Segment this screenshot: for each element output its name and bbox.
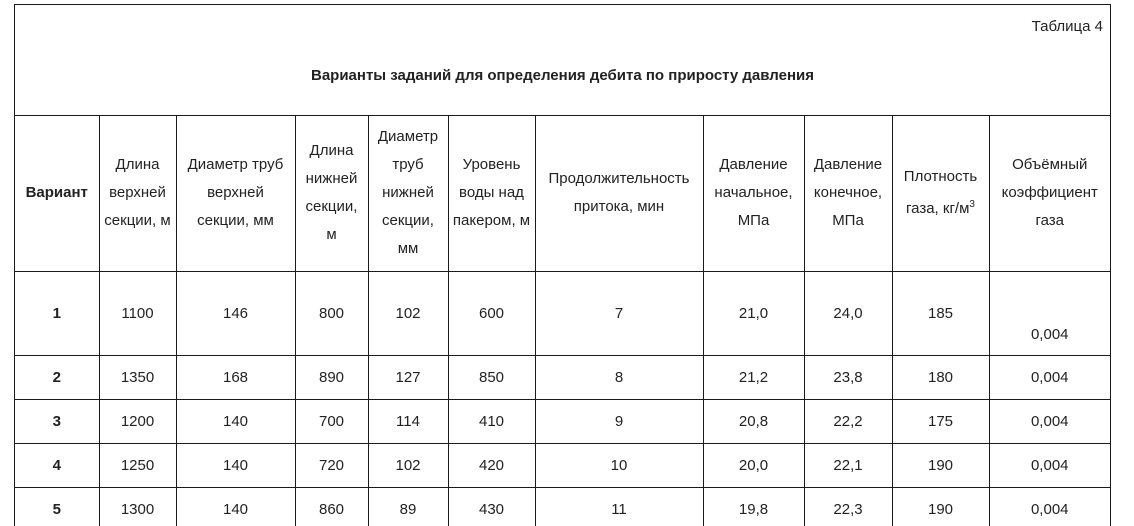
header-water-level: Уровень воды над пакером, м xyxy=(448,116,535,271)
header-inflow-duration: Продолжительность притока, мин xyxy=(535,116,703,271)
cell-water-level: 420 xyxy=(448,443,535,487)
header-upper-length: Длина верхней секции, м xyxy=(99,116,176,271)
cell-lower-diameter: 102 xyxy=(368,271,448,355)
header-gas-density-text: Плотность газа, кг/м xyxy=(903,168,978,218)
cell-water-level: 850 xyxy=(448,355,535,399)
cell-final-pressure: 24,0 xyxy=(804,271,892,355)
cell-initial-pressure: 20,8 xyxy=(703,399,804,443)
cell-water-level: 410 xyxy=(448,399,535,443)
cell-initial-pressure: 21,0 xyxy=(703,271,804,355)
header-upper-diameter: Диаметр труб верхней секции, мм xyxy=(176,116,295,271)
header-variant: Вариант xyxy=(15,116,99,271)
cell-gas-density: 185 xyxy=(892,271,989,355)
cell-upper-diameter: 140 xyxy=(176,487,295,526)
cell-gas-coefficient: 0,004 xyxy=(989,399,1110,443)
cell-inflow-duration: 11 xyxy=(535,487,703,526)
cell-gas-coefficient: 0,004 xyxy=(989,271,1110,355)
cell-variant: 2 xyxy=(15,355,99,399)
cell-gas-coefficient: 0,004 xyxy=(989,443,1110,487)
cell-upper-length: 1350 xyxy=(99,355,176,399)
cell-inflow-duration: 10 xyxy=(535,443,703,487)
cell-gas-density: 180 xyxy=(892,355,989,399)
cell-upper-length: 1300 xyxy=(99,487,176,526)
header-initial-pressure: Давление начальное, МПа xyxy=(703,116,804,271)
table-row xyxy=(15,271,1110,355)
cell-upper-diameter: 146 xyxy=(176,271,295,355)
header-lower-diameter: Диаметр труб нижней секции, мм xyxy=(368,116,448,271)
cell-variant: 1 xyxy=(15,271,99,355)
cell-final-pressure: 22,1 xyxy=(804,443,892,487)
cell-gas-coefficient: 0,004 xyxy=(989,355,1110,399)
cell-initial-pressure: 20,0 xyxy=(703,443,804,487)
cell-lower-length: 890 xyxy=(295,355,368,399)
cell-inflow-duration: 8 xyxy=(535,355,703,399)
cell-variant: 4 xyxy=(15,443,99,487)
cell-inflow-duration: 9 xyxy=(535,399,703,443)
header-lower-length: Длина нижней секции, м xyxy=(295,116,368,271)
cell-gas-density: 190 xyxy=(892,487,989,526)
table-number: Таблица 4 xyxy=(1031,18,1103,35)
cell-lower-diameter: 127 xyxy=(368,355,448,399)
cell-variant: 5 xyxy=(15,487,99,526)
cell-upper-diameter: 168 xyxy=(176,355,295,399)
cell-upper-diameter: 140 xyxy=(176,443,295,487)
cell-upper-length: 1100 xyxy=(99,271,176,355)
table-row xyxy=(15,355,1110,399)
header-final-pressure xyxy=(804,116,892,271)
table-row xyxy=(15,487,1110,526)
cell-upper-length: 1200 xyxy=(99,399,176,443)
cell-initial-pressure: 19,8 xyxy=(703,487,804,526)
cell-lower-length: 700 xyxy=(295,399,368,443)
cell-water-level: 600 xyxy=(448,271,535,355)
cell-final-pressure: 22,2 xyxy=(804,399,892,443)
cell-gas-coefficient: 0,004 xyxy=(989,487,1110,526)
cell-lower-length: 860 xyxy=(295,487,368,526)
cell-upper-length: 1250 xyxy=(99,443,176,487)
cell-final-pressure: 22,3 xyxy=(804,487,892,526)
cell-variant: 3 xyxy=(15,399,99,443)
cell-lower-length: 720 xyxy=(295,443,368,487)
table-title: Варианты заданий для определения дебита по приросту давления xyxy=(311,67,814,84)
table-container xyxy=(14,4,1111,526)
cell-water-level: 430 xyxy=(448,487,535,526)
cell-lower-length: 800 xyxy=(295,271,368,355)
header-final-pressure-text: Давление конечное, МПа xyxy=(813,156,883,230)
cell-final-pressure: 23,8 xyxy=(804,355,892,399)
header-gas-coefficient: Объёмный коэффициент газа xyxy=(989,116,1110,271)
header-row xyxy=(15,116,1110,271)
cell-lower-diameter: 89 xyxy=(368,487,448,526)
header-gas-density xyxy=(892,116,989,271)
table-caption xyxy=(15,5,1110,116)
cell-gas-density: 190 xyxy=(892,443,989,487)
cell-lower-diameter: 102 xyxy=(368,443,448,487)
header-gas-density-exponent: 3 xyxy=(969,199,975,211)
cell-upper-diameter: 140 xyxy=(176,399,295,443)
cell-lower-diameter: 114 xyxy=(368,399,448,443)
cell-gas-density: 175 xyxy=(892,399,989,443)
table-row xyxy=(15,399,1110,443)
cell-initial-pressure: 21,2 xyxy=(703,355,804,399)
variants-table xyxy=(15,116,1110,526)
cell-inflow-duration: 7 xyxy=(535,271,703,355)
table-row xyxy=(15,443,1110,487)
